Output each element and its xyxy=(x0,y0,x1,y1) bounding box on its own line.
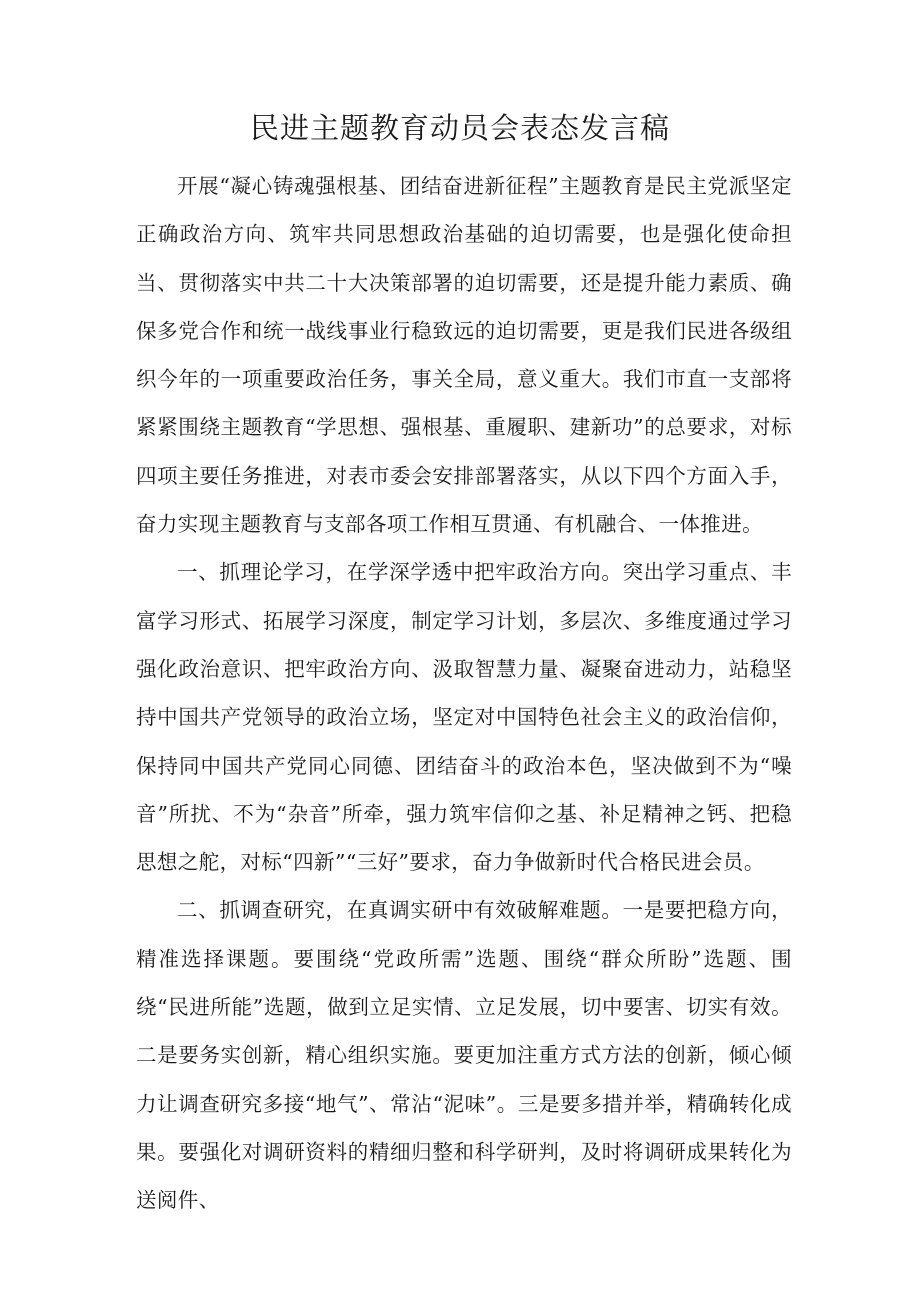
document-title: 民进主题教育动员会表态发言稿 xyxy=(249,111,670,145)
document-body xyxy=(136,162,792,1225)
paragraph-intro: 开展“凝心铸魂强根基、团结奋进新征程”主题教育是民主党派坚定正确政治方向、筑牢共同思想政治基础的迫切需要，也是强化使命担当、贯彻落实中共二十大决策部署的迫切需要，还是提升能力素质、确保多党合作和统一战线事业行稳致远的迫切需要，更是我们民进各级组织今年的一项重要政治任务，事关全局，意义重大。我们市直一支部将紧紧围绕主题教育“学思想、强根基、重履职、建新功”的总要求，对标四项主要任务推进，对表市委会安排部署落实，从以下四个方面入手，奋力实现主题教育与支部各项工作相互贯通、有机融合、一体推进。 xyxy=(136,174,792,537)
paragraph-theory-study: 一、抓理论学习，在学深学透中把牢政治方向。突出学习重点、丰富学习形式、拓展学习深度，制定学习计划，多层次、多维度通过学习强化政治意识、把牢政治方向、汲取智慧力量、凝聚奋进动力，站稳坚持中国共产党领导的政治立场，坚定对中国特色社会主义的政治信仰，保持同中国共产党同心同德、团结奋斗的政治本色，坚决做到不为“噪音”所扰、不为“杂音”所牵，强力筑牢信仰之基、补足精神之钙、把稳思想之舵，对标“四新”“三好”要求，奋力争做新时代合格民进会员。 xyxy=(136,560,792,875)
paragraph-research: 二、抓调查研究，在真调实研中有效破解难题。一是要把稳方向，精准选择课题。要围绕“党政所需”选题、围绕“群众所盼”选题、围绕“民进所能”选题，做到立足实情、立足发展，切中要害、切实有效。二是要务实创新，精心组织实施。要更加注重方式方法的创新，倾心倾力让调查研究多接“地气”、常沾“泥味”。三是要多措并举，精确转化成果。要强化对调研资料的精细归整和科学研判，及时将调研成果转化为送阅件、 xyxy=(136,898,792,1213)
